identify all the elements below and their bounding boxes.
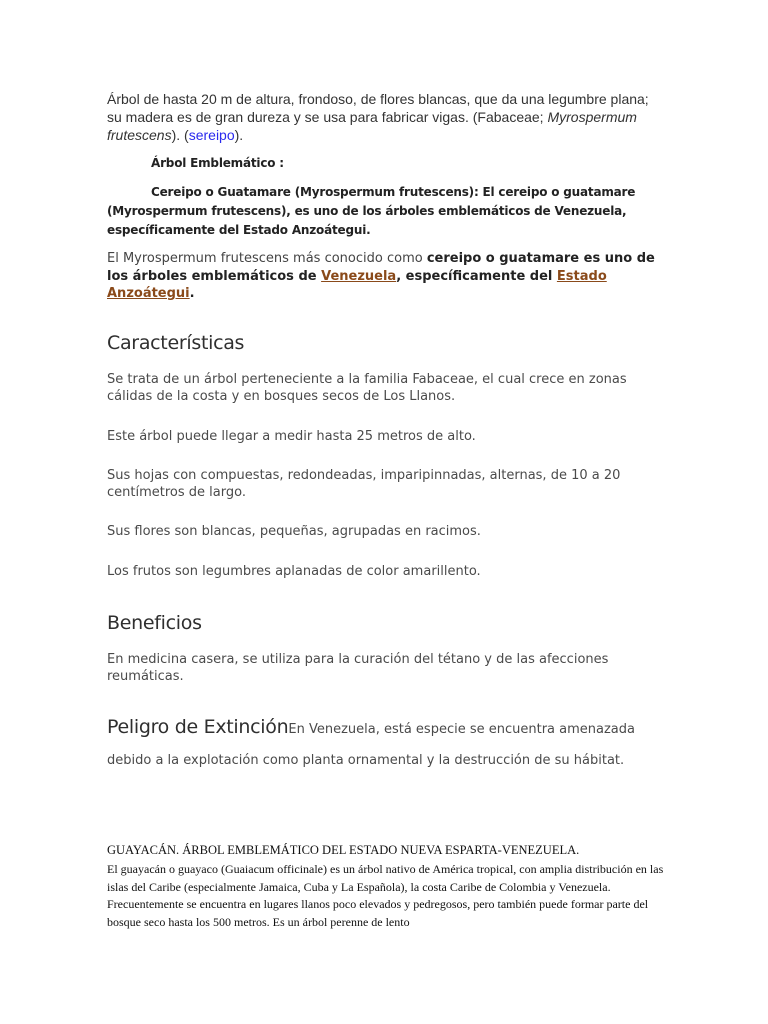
emblematico-body-text: Cereipo o Guatamare (Myrospermum frutescens): El cereipo o guatamare (Myrospermum frutescens), es uno de los árboles emblemáticos de Venezuela, específicamente del Estado Anzoátegui.: [107, 185, 636, 237]
caracteristicas-p1: Se trata de un árbol perteneciente a la familia Fabaceae, el cual crece en zonas cálidas de la costa y en bosques secos de Los Llanos.: [107, 372, 627, 404]
emblematico-body: [107, 183, 667, 240]
peligro-p2: debido a la explotación como planta ornamental y la destrucción de su hábitat.: [107, 753, 625, 768]
caracteristicas-p5: Los frutos son legumbres aplanadas de color amarillento.: [107, 564, 481, 579]
peligro-inline-text: En Venezuela, está especie se encuentra amenazada: [288, 722, 635, 737]
sereipo-link[interactable]: sereipo: [188, 127, 235, 143]
guayacan-body: El guayacán o guayaco (Guaiacum officinale) es un árbol nativo de América tropical, con amplia distribución en las islas del Caribe (especialmente Jamaica, Cuba y La Española), la costa Caribe de Colombia y Venezuela. Frecuentemente se encuentra en lugares llanos poco elevados y pedregosos, pero también puede formar parte del bosque seco hasta los 500 metros. Es un árbol perenne de lento: [107, 862, 664, 929]
intro-paragraph: [107, 90, 667, 144]
estado-anzoategui-link[interactable]: Estado Anzoátegui: [107, 268, 607, 301]
myro-text: El Myrospermum frutescens más conocido como: [107, 251, 427, 266]
myrospermum-paragraph: [107, 250, 669, 303]
myro-bold-1: cereipo o guatamare es uno de los árboles emblemáticos de: [107, 251, 655, 284]
emblematico-title: [107, 156, 667, 170]
intro-text-2: ). (: [171, 127, 189, 143]
caracteristicas-p2: Este árbol puede llegar a medir hasta 25 metros de alto.: [107, 429, 476, 444]
beneficios-heading: Beneficios: [107, 612, 202, 634]
emblematico-title-text: Árbol Emblemático :: [151, 156, 284, 170]
beneficios-p1: En medicina casera, se utiliza para la curación del tétano y de las afecciones reumáticas.: [107, 652, 609, 684]
peligro-block: [107, 716, 707, 738]
myro-bold-2: , específicamente del: [396, 268, 557, 284]
caracteristicas-p4: Sus flores son blancas, pequeñas, agrupadas en racimos.: [107, 524, 481, 539]
caracteristicas-p3: Sus hojas con compuestas, redondeadas, imparipinnadas, alternas, de 10 a 20 centímetros de largo.: [107, 468, 621, 500]
myro-end: .: [189, 286, 195, 301]
venezuela-link[interactable]: Venezuela: [321, 268, 397, 284]
caracteristicas-heading: Características: [107, 332, 245, 354]
intro-text-3: ).: [234, 127, 244, 143]
peligro-heading: Peligro de Extinción: [107, 716, 289, 738]
intro-species-italic: Myrospermum frutescens: [107, 109, 637, 143]
intro-text: Árbol de hasta 20 m de altura, frondoso, de flores blancas, que da una legumbre plana; su madera es de gran dureza y se usa para fabricar vigas. (Fabaceae;: [107, 91, 649, 125]
guayacan-title: GUAYACÁN. ÁRBOL EMBLEMÁTICO DEL ESTADO NUEVA ESPARTA-VENEZUELA.: [107, 843, 580, 857]
